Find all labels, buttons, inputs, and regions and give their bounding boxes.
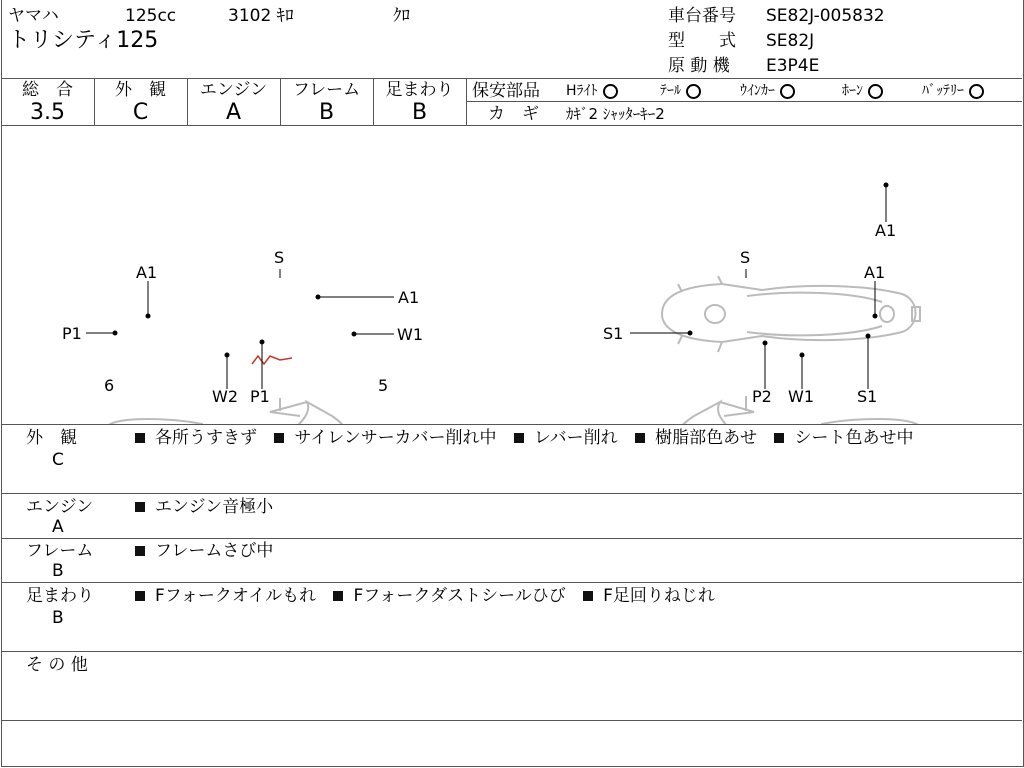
section-grade-frame: B	[52, 561, 64, 581]
label-left-w2: W2	[212, 387, 238, 406]
label-left-6: 6	[104, 376, 115, 395]
label-top-a1: A1	[875, 221, 897, 240]
section-grade-exterior: C	[52, 450, 64, 470]
scooter-left-view	[107, 398, 382, 424]
label-right-s1-bottom: S1	[857, 387, 878, 406]
equipment-battery: ﾊﾞｯﾃﾘｰ	[922, 81, 984, 101]
section-title-frame: フレーム	[26, 541, 94, 561]
label-left-a1-seat: A1	[136, 263, 158, 282]
bullet-square-icon	[514, 433, 524, 443]
section-items-frame: フレームさび中	[135, 541, 285, 561]
section-title-other: そ の 他	[26, 655, 88, 675]
bullet-square-icon	[135, 433, 145, 443]
maker: ヤマハ	[8, 6, 59, 26]
label-left-5: 5	[378, 376, 389, 395]
bullet-square-icon	[774, 433, 784, 443]
label-left-p1: P1	[62, 324, 82, 343]
equipment-horn: ﾎｰﾝ	[842, 81, 883, 101]
bullet-square-icon	[583, 591, 593, 601]
type-label: 型 式	[668, 31, 736, 51]
key-label: カ ギ	[488, 104, 539, 124]
score-label-frame: フレーム	[292, 80, 361, 100]
bullet-square-icon	[635, 433, 645, 443]
label-right-s: S	[740, 248, 751, 267]
score-label-overall: 総 合	[22, 80, 73, 100]
frame-no: SE82J-005832	[766, 6, 885, 26]
score-label-exterior: 外 観	[115, 80, 166, 100]
label-right-s1: S1	[603, 324, 624, 343]
damage-diagram	[2, 126, 1021, 424]
section-title-engine: エンジン	[26, 497, 94, 517]
score-label-engine: エンジン	[199, 80, 268, 100]
score-value-overall: 3.5	[30, 100, 65, 125]
label-left-w1: W1	[397, 325, 423, 344]
label-left-p1-bottom: P1	[250, 387, 270, 406]
bullet-square-icon	[135, 502, 145, 512]
equipment-label: 保安部品	[472, 81, 540, 101]
check-circle-icon	[780, 84, 795, 99]
section-grade-suspension: B	[52, 608, 64, 628]
section-title-suspension: 足まわり	[26, 586, 94, 606]
equipment-tail: ﾃｰﾙ	[660, 81, 701, 101]
color: ｸﾛ	[393, 6, 410, 26]
score-label-suspension: 足まわり	[385, 80, 454, 100]
section-items-exterior: 各所うすきず サイレンサーカバー削れ中 レバー削れ 樹脂部色あせ シート色あせ中	[135, 428, 925, 448]
bullet-square-icon	[135, 546, 145, 556]
check-circle-icon	[686, 84, 701, 99]
label-left-s: S	[274, 248, 285, 267]
equipment-headlight: Hﾗｲﾄ	[566, 81, 618, 101]
frame-no-label: 車台番号	[668, 6, 736, 26]
equipment-winker: ｳｲﾝｶｰ	[740, 81, 795, 101]
bullet-square-icon	[333, 591, 343, 601]
type-value: SE82J	[766, 31, 815, 51]
check-circle-icon	[603, 84, 618, 99]
bullet-square-icon	[274, 433, 284, 443]
mileage: 3102 ｷﾛ	[228, 6, 294, 26]
label-right-w1: W1	[788, 387, 814, 406]
engine-value: E3P4E	[766, 56, 820, 76]
section-grade-engine: A	[52, 517, 64, 537]
bullet-square-icon	[135, 591, 145, 601]
scooter-right-view	[641, 396, 920, 424]
score-value-exterior: C	[132, 100, 149, 125]
check-circle-icon	[868, 84, 883, 99]
label-right-p2: P2	[752, 387, 772, 406]
model-name: トリシティ125	[8, 28, 159, 53]
engine-label: 原 動 機	[668, 56, 730, 76]
score-value-frame: B	[318, 100, 335, 125]
scooter-top-view	[662, 276, 920, 352]
label-left-a1-cowl: A1	[398, 288, 420, 307]
key-value: ｶｷﾞ2 ｼｬｯﾀｰｷｰ2	[566, 105, 665, 123]
scratch-mark	[252, 356, 292, 364]
score-value-engine: A	[225, 100, 242, 125]
section-items-suspension: Fフォークオイルもれ Fフォークダストシールひび F足回りねじれ	[135, 586, 727, 606]
section-items-engine: エンジン音極小	[135, 497, 285, 517]
label-right-a1: A1	[864, 263, 886, 282]
section-title-exterior: 外 観	[26, 428, 77, 448]
score-value-suspension: B	[411, 100, 428, 125]
displacement: 125cc	[125, 6, 177, 26]
check-circle-icon	[969, 84, 984, 99]
